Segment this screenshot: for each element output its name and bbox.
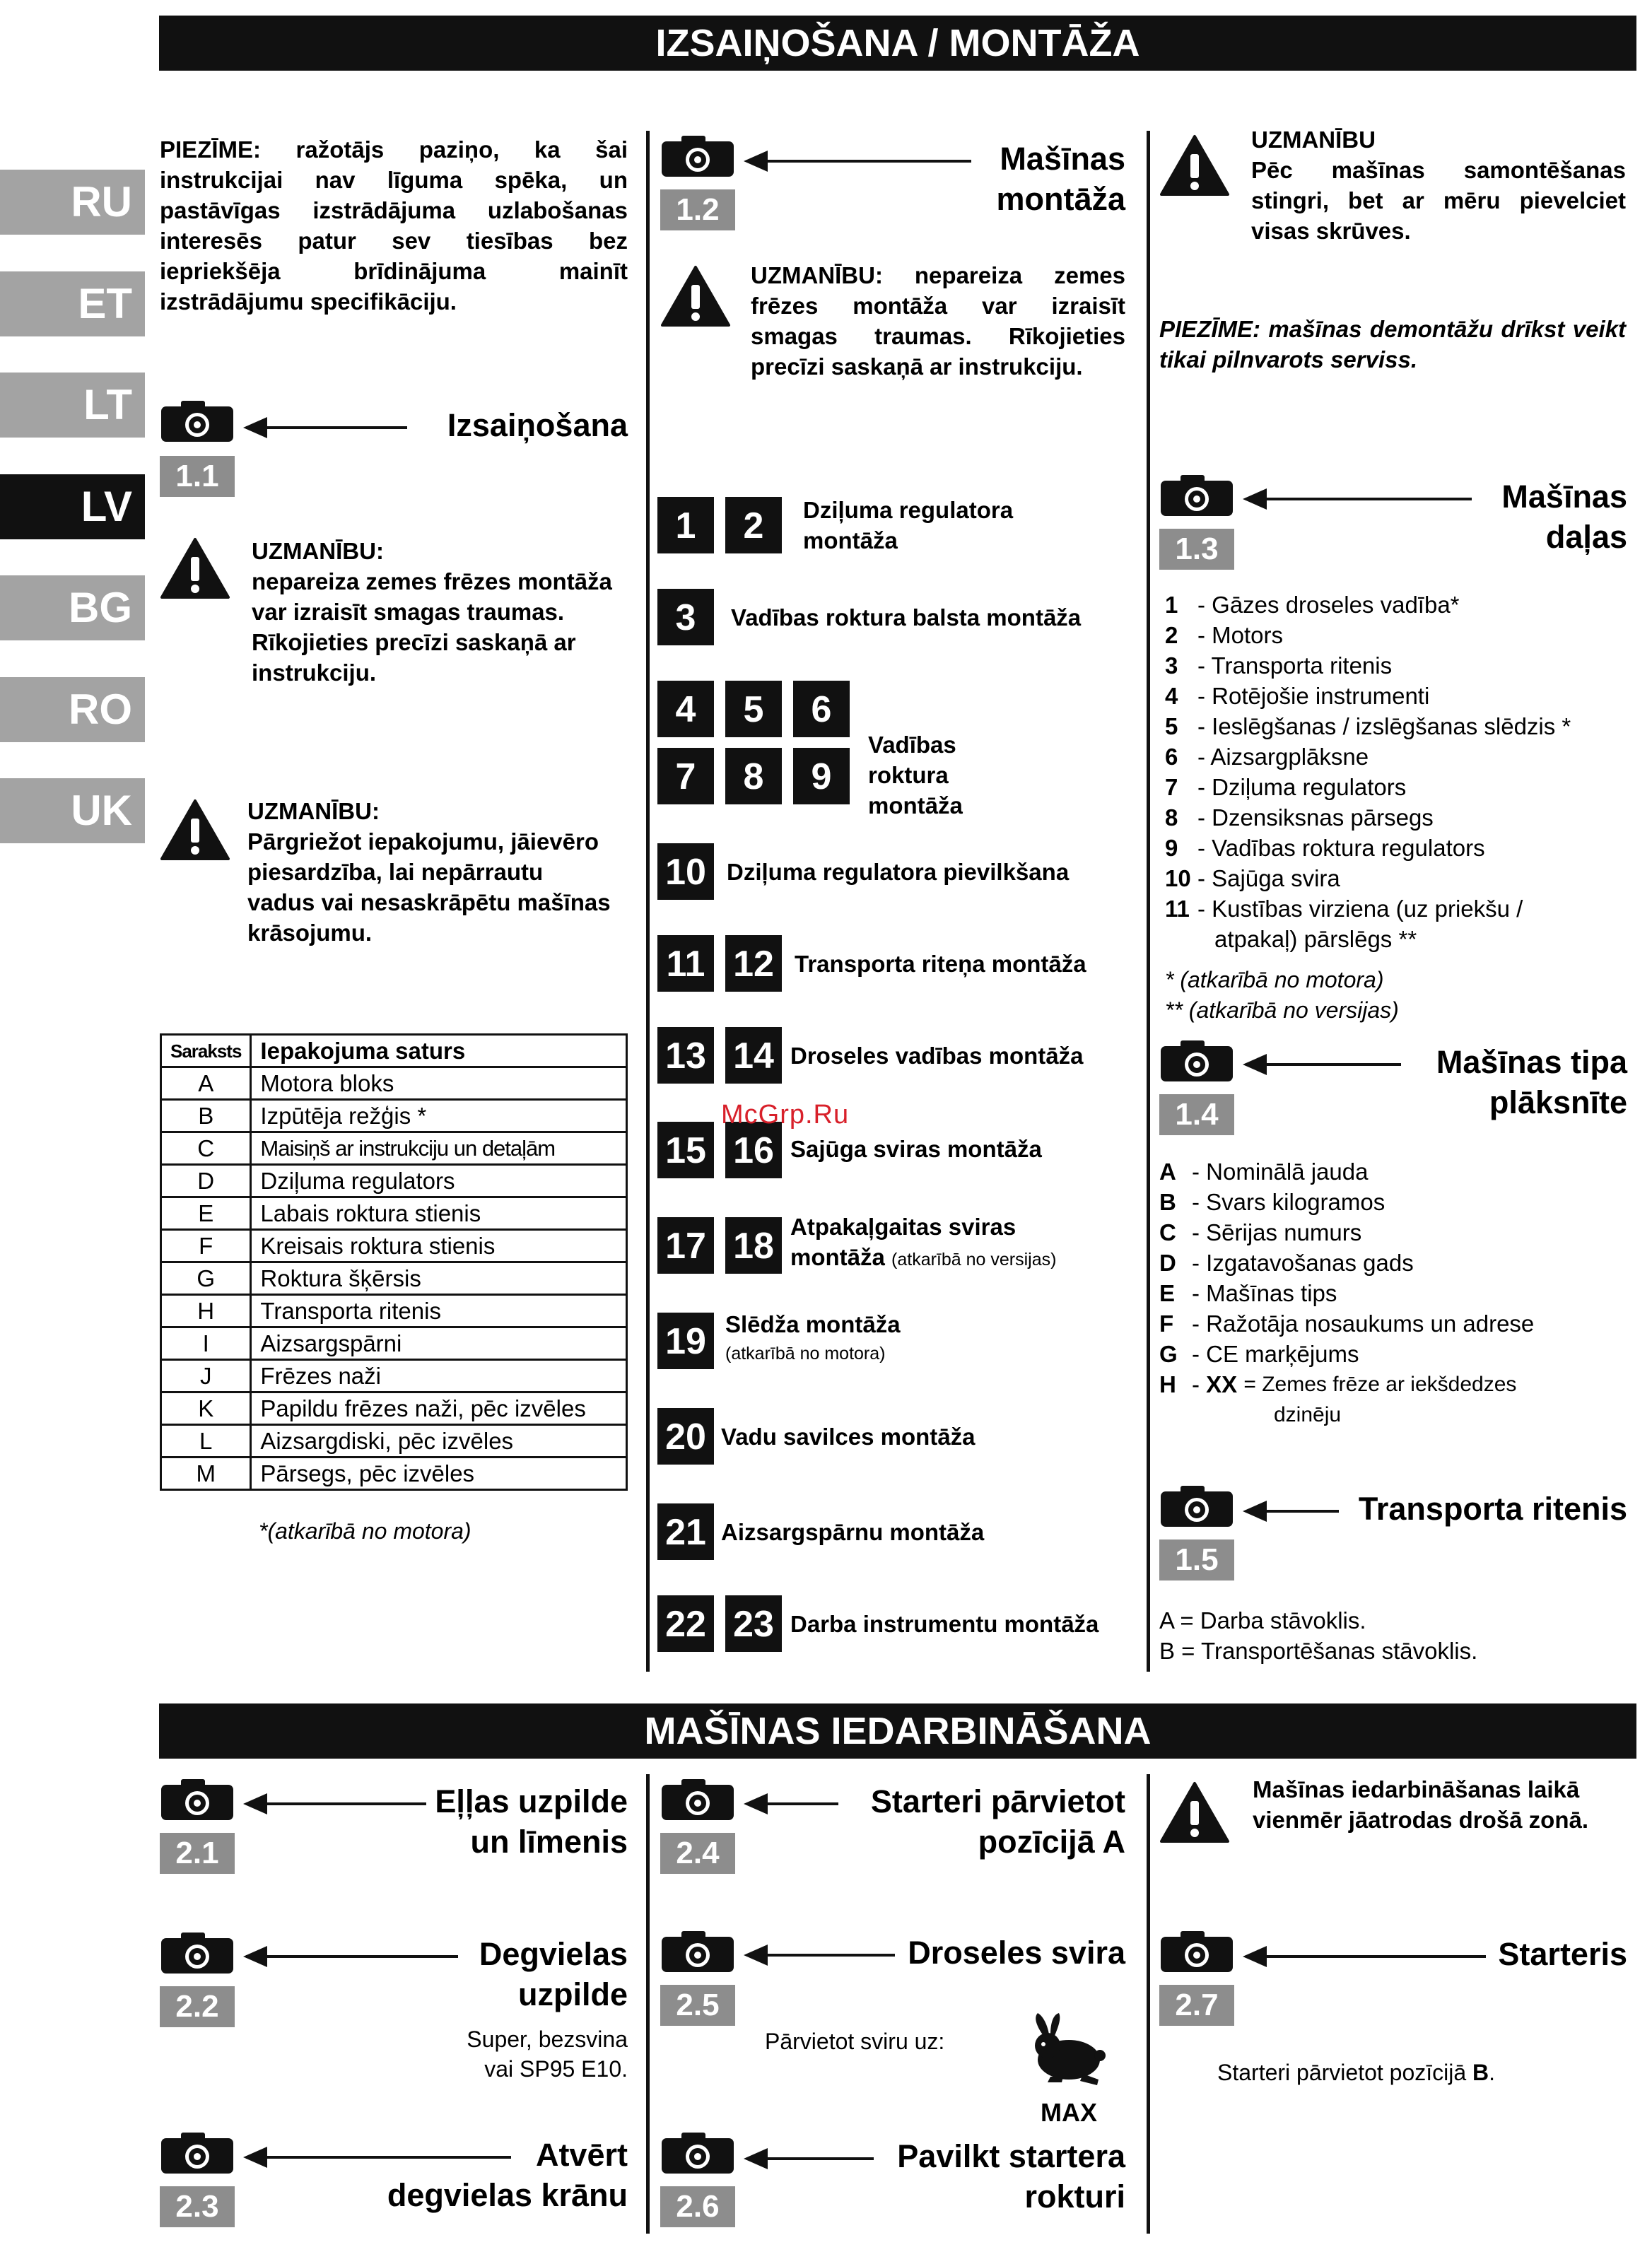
list-item [1165, 620, 1632, 650]
warning-title: UZMANĪBU [1251, 127, 1376, 153]
list-item-key: G [1159, 1341, 1178, 1367]
table-cell: E [161, 1197, 251, 1230]
arrow-left-icon [1246, 1063, 1401, 1066]
step-label-note: (atkarībā no motora) [725, 1344, 886, 1363]
step-title-pull-starter: Pavilkt startera [897, 2138, 1125, 2174]
list-item [1159, 1308, 1626, 1339]
figure-ref-2-7: 2.7 [1159, 1985, 1234, 2026]
section-banner-assembly: IZSAIŅOŠANA / MONTĀŽA [159, 16, 1636, 71]
list-item-text: - Dziļuma regulators [1197, 774, 1407, 800]
step-label: Vadības roktura balsta montāža [731, 604, 1082, 631]
column-divider [1147, 131, 1150, 1672]
list-item [1165, 590, 1632, 620]
list-item-text: - Gāzes droseles vadība* [1197, 592, 1460, 618]
step-number: 4 [657, 681, 714, 737]
rabbit-icon [1026, 2012, 1110, 2087]
list-item-key: 1 [1165, 592, 1178, 618]
table-cell: L [161, 1425, 251, 1458]
language-tab-lv[interactable]: LV [0, 474, 145, 539]
table-row [161, 1295, 627, 1327]
arrow-left-icon [246, 1955, 458, 1958]
section-title-assembly: Mašīnas [1000, 141, 1125, 177]
step-number: 22 [657, 1595, 714, 1652]
fuel-type: Super, bezsvina [467, 2027, 628, 2052]
table-row [161, 1230, 627, 1262]
list-item-key: A [1159, 1159, 1176, 1185]
step-title-starter-a: pozīcijā A [978, 1824, 1125, 1860]
step-label: Slēdža montāža [725, 1311, 901, 1337]
type-plate-list [1159, 1156, 1626, 1430]
list-item-text: - Vadības roktura regulators [1197, 835, 1485, 861]
manufacturer-note: PIEZĪME: ražotājs paziņo, ka šai instrukcijai nav līguma spēka, un pastāvīgas izstrādājuma uzlabošanas interesēs patur sev tiesības bez iepriekšēja brīdinājuma mainīt izstrādājumu specifikāciju. [160, 136, 628, 315]
list-item [1159, 1248, 1626, 1278]
parts-list [1165, 590, 1632, 954]
warning-icon [160, 799, 230, 861]
arrow-left-icon [1246, 1510, 1339, 1513]
starter-position-b: B [1472, 2060, 1489, 2085]
warning-title: UZMANĪBU: [252, 538, 384, 564]
table-row [161, 1458, 627, 1490]
arrow-left-icon [746, 1954, 895, 1957]
table-cell: G [161, 1262, 251, 1295]
list-item [1159, 1217, 1626, 1248]
list-item-text: - Aizsargplāksne [1197, 744, 1369, 770]
camera-icon [160, 1778, 235, 1822]
fuel-type: vai SP95 E10. [484, 2056, 628, 2082]
section-title-type-plate: plāksnīte [1489, 1084, 1627, 1120]
table-cell: I [161, 1327, 251, 1360]
arrow-left-icon [246, 426, 407, 429]
list-item-xx: XX [1206, 1371, 1238, 1397]
table-cell: A [161, 1067, 251, 1100]
column-divider [646, 131, 650, 1672]
step-title-starter-a: Starteri pārvietot [870, 1783, 1125, 1819]
step-number: 9 [793, 748, 850, 804]
table-cell: Aizsargdiski, pēc izvēles [251, 1425, 627, 1458]
figure-ref-2-6: 2.6 [660, 2186, 735, 2227]
camera-icon [660, 134, 735, 178]
step-title-oil: Eļļas uzpilde [435, 1783, 628, 1819]
list-item-text: - Izgatavošanas gads [1192, 1250, 1414, 1276]
list-item-text: - Svars kilogramos [1192, 1189, 1386, 1215]
list-item-text: - Kustības virziena (uz priekšu / [1197, 896, 1523, 922]
list-item-text: - Mašīnas tips [1192, 1280, 1337, 1306]
figure-ref-2-1: 2.1 [160, 1833, 235, 1874]
list-item [1165, 924, 1632, 954]
list-item-key: 8 [1165, 804, 1178, 831]
camera-icon [160, 1931, 235, 1975]
camera-icon [160, 2131, 235, 2175]
step-title-fuel: uzpilde [518, 1976, 628, 2012]
table-row [161, 1392, 627, 1425]
table-row [161, 1165, 627, 1197]
language-tab-et[interactable]: ET [0, 271, 145, 336]
list-item-key: H [1159, 1371, 1176, 1397]
step-title-fuel-tap: degvielas krānu [387, 2177, 628, 2213]
list-item [1165, 833, 1632, 863]
figure-ref-1-1: 1.1 [160, 456, 235, 497]
table-cell: Roktura šķērsis [251, 1262, 627, 1295]
list-item [1159, 1339, 1626, 1369]
table-row [161, 1327, 627, 1360]
list-item-key: 3 [1165, 652, 1178, 679]
list-item-text: - Transporta ritenis [1197, 652, 1393, 679]
warning-text: Pārgriežot iepakojumu, jāievēro piesardzība, lai nepārrautu vadus vai nesaskrāpētu mašīnas krāsojumu. [247, 828, 611, 946]
table-cell: C [161, 1132, 251, 1165]
step-number: 2 [725, 497, 782, 553]
section-banner-start: MAŠĪNAS IEDARBINĀŠANA [159, 1703, 1636, 1759]
step-number: 1 [657, 497, 714, 553]
arrow-left-icon [746, 2157, 874, 2160]
starter-instruction-text: Starteri pārvietot pozīcijā [1217, 2060, 1467, 2085]
list-item-key: B [1159, 1189, 1176, 1215]
figure-ref-2-4: 2.4 [660, 1833, 735, 1874]
list-item-key: 2 [1165, 622, 1178, 648]
list-item [1165, 863, 1632, 893]
step-number: 3 [657, 589, 714, 645]
step-label: Atpakaļgaitas sviras [790, 1214, 1017, 1240]
package-contents-table [160, 1033, 628, 1491]
step-number: 23 [725, 1595, 782, 1652]
arrow-left-icon [1246, 498, 1472, 500]
language-tab-bg[interactable]: BG [0, 575, 145, 640]
list-item [1165, 772, 1632, 802]
table-footnote: *(atkarībā no motora) [259, 1518, 471, 1544]
list-item [1165, 711, 1632, 741]
table-row [161, 1262, 627, 1295]
table-cell: Kreisais roktura stienis [251, 1230, 627, 1262]
throttle-max: MAX [1041, 2098, 1097, 2127]
arrow-left-icon [746, 1802, 838, 1805]
table-row [161, 1067, 627, 1100]
column-divider [646, 1774, 650, 2234]
warning-text: nepareiza zemes frēzes montāža var izraisīt smagas traumas. Rīkojieties precīzi saskaņā ar instrukciju. [252, 568, 612, 686]
wheel-position-b: B = Transportēšanas stāvoklis. [1159, 1638, 1478, 1664]
throttle-instruction: Pārvietot sviru uz: [765, 2029, 945, 2054]
step-number: 13 [657, 1027, 714, 1084]
step-number: 12 [725, 935, 782, 992]
step-title-oil: un līmenis [470, 1824, 628, 1860]
language-tab-ru[interactable]: RU [0, 170, 145, 235]
figure-ref-1-3: 1.3 [1159, 529, 1234, 570]
table-cell: Maisiņš ar instrukciju un detaļām [251, 1132, 627, 1165]
step-number: 21 [657, 1503, 714, 1560]
table-cell: H [161, 1295, 251, 1327]
list-item-text: = Zemes frēze ar iekšdedzes [1243, 1373, 1517, 1396]
list-item-text: - CE marķējums [1192, 1341, 1359, 1367]
list-item-key: C [1159, 1219, 1176, 1245]
parts-footnote: ** (atkarībā no versijas) [1165, 997, 1399, 1023]
list-item [1165, 893, 1632, 924]
camera-icon [1159, 474, 1234, 517]
warning-icon [1159, 1781, 1230, 1843]
figure-ref-2-3: 2.3 [160, 2186, 235, 2227]
list-item-text: - Rotējošie instrumenti [1197, 683, 1430, 709]
step-number: 6 [793, 681, 850, 737]
step-number: 11 [657, 935, 714, 992]
section-title-parts: Mašīnas [1501, 479, 1627, 515]
camera-icon [1159, 1039, 1234, 1083]
step-label: Vadu savilces montāža [721, 1424, 976, 1450]
list-item [1165, 741, 1632, 772]
table-row [161, 1132, 627, 1165]
step-number: 14 [725, 1027, 782, 1084]
step-label: Darba instrumentu montāža [790, 1611, 1099, 1637]
table-cell: Transporta ritenis [251, 1295, 627, 1327]
figure-ref-2-5: 2.5 [660, 1985, 735, 2026]
step-label [790, 1242, 1130, 1275]
list-item-text: atpakaļ) pārslēgs ** [1214, 926, 1417, 952]
step-number: 17 [657, 1217, 714, 1274]
list-item-dash: - [1192, 1371, 1200, 1397]
table-cell: J [161, 1360, 251, 1392]
list-item [1159, 1278, 1626, 1308]
list-item-key: 6 [1165, 744, 1178, 770]
camera-icon [1159, 1930, 1234, 1974]
step-number: 18 [725, 1217, 782, 1274]
table-header-cell: Iepakojuma saturs [251, 1035, 627, 1067]
list-item-key: E [1159, 1280, 1176, 1306]
warning-icon [1159, 134, 1230, 197]
table-cell: Labais roktura stienis [251, 1197, 627, 1230]
figure-ref-2-2: 2.2 [160, 1986, 235, 2027]
safety-warning: Mašīnas iedarbināšanas laikā vienmēr jāatrodas drošā zonā. [1253, 1776, 1589, 1833]
list-item [1159, 1156, 1626, 1187]
step-label: Aizsargspārnu montāža [721, 1519, 985, 1545]
camera-icon [660, 1778, 735, 1822]
list-item-key: 4 [1165, 683, 1178, 709]
step-number: 15 [657, 1122, 714, 1178]
table-cell: Izpūtēja režģis * [251, 1100, 627, 1132]
step-label-text: montāža [790, 1244, 885, 1270]
list-item [1165, 681, 1632, 711]
table-row [161, 1425, 627, 1458]
list-item [1159, 1369, 1626, 1400]
step-label: Dziļuma regulatora montāža [803, 497, 1014, 553]
step-title-throttle: Droseles svira [908, 1935, 1125, 1971]
disassembly-note: PIEZĪME: mašīnas demontāžu drīkst veikt tikai pilnvarots serviss. [1159, 316, 1626, 373]
step-title-starter: Starteris [1498, 1936, 1627, 1972]
list-item-text: - Dzensiksnas pārsegs [1197, 804, 1434, 831]
list-item [1165, 802, 1632, 833]
parts-footnote: * (atkarībā no motora) [1165, 967, 1384, 992]
list-item-key: F [1159, 1310, 1174, 1337]
list-item-text: - Sajūga svira [1197, 865, 1340, 891]
figure-ref-1-4: 1.4 [1159, 1094, 1234, 1135]
arrow-left-icon [246, 1802, 426, 1805]
list-item-key: 7 [1165, 774, 1178, 800]
list-item [1165, 650, 1632, 681]
table-cell: Motora bloks [251, 1067, 627, 1100]
watermark: McGrp.Ru [721, 1100, 850, 1130]
arrow-left-icon [746, 160, 971, 163]
list-item-key: D [1159, 1250, 1176, 1276]
table-cell: Papildu frēzes naži, pēc izvēles [251, 1392, 627, 1425]
step-number: 16 [725, 1122, 782, 1178]
warning-text: UZMANĪBU: nepareiza zemes frēzes montāža var izraisīt smagas traumas. Rīkojieties precīzi saskaņā ar instrukciju. [751, 262, 1125, 380]
table-row [161, 1100, 627, 1132]
section-title-parts: daļas [1545, 519, 1627, 555]
step-label: Droseles vadības montāža [790, 1043, 1084, 1069]
table-header-cell: Saraksts [161, 1035, 251, 1067]
step-number: 20 [657, 1408, 714, 1465]
list-item-key: 5 [1165, 713, 1178, 739]
table-header-row [161, 1035, 627, 1067]
column-divider [1147, 1774, 1150, 2234]
step-label: Sajūga sviras montāža [790, 1136, 1042, 1162]
section-title-unpacking: Izsaiņošana [447, 407, 628, 443]
warning-text: Pēc mašīnas samontēšanas stingri, bet ar mēru pievelciet visas skrūves. [1251, 157, 1626, 244]
table-row [161, 1360, 627, 1392]
camera-icon [160, 399, 235, 443]
step-label-note: (atkarībā no versijas) [891, 1250, 1057, 1269]
step-title-pull-starter: rokturi [1024, 2178, 1125, 2215]
list-item-text: - Ieslēgšanas / izslēgšanas slēdzis * [1197, 713, 1571, 739]
warning-title: UZMANĪBU: [247, 798, 380, 824]
table-cell: K [161, 1392, 251, 1425]
list-item-key: 11 [1165, 896, 1190, 922]
step-label: Transporta riteņa montāža [795, 951, 1086, 977]
table-cell: Pārsegs, pēc izvēles [251, 1458, 627, 1490]
step-number: 8 [725, 748, 782, 804]
step-label: Vadības roktura montāža [868, 732, 963, 819]
list-item-key: 10 [1165, 865, 1191, 891]
camera-icon [660, 2131, 735, 2175]
list-item-text: - Sērijas numurs [1192, 1219, 1362, 1245]
table-cell: Dziļuma regulators [251, 1165, 627, 1197]
language-tab-lt[interactable]: LT [0, 373, 145, 438]
section-title-transport-wheel: Transporta ritenis [1358, 1491, 1627, 1527]
warning-icon [660, 265, 731, 327]
arrow-left-icon [1246, 1955, 1486, 1958]
step-number: 19 [657, 1313, 714, 1369]
figure-ref-1-2: 1.2 [660, 189, 735, 230]
section-title-type-plate: Mašīnas tipa [1436, 1044, 1627, 1080]
figure-ref-1-5: 1.5 [1159, 1540, 1234, 1580]
list-item [1159, 1400, 1626, 1430]
list-item-key: 9 [1165, 835, 1178, 861]
step-number: 10 [657, 843, 714, 900]
table-cell: D [161, 1165, 251, 1197]
wheel-position-a: A = Darba stāvoklis. [1159, 1607, 1366, 1634]
starter-instruction: Starteri pārvietot pozīcijā B. [1217, 2060, 1496, 2085]
step-label: Dziļuma regulatora pievilkšana [727, 859, 1070, 885]
table-row [161, 1197, 627, 1230]
table-cell: F [161, 1230, 251, 1262]
warning-icon [160, 537, 230, 599]
list-item-text: - Nominālā jauda [1192, 1159, 1369, 1185]
list-item-text: dzinēju [1274, 1403, 1342, 1426]
section-title-assembly: montāža [996, 181, 1125, 217]
camera-icon [1159, 1484, 1234, 1528]
camera-icon [660, 1930, 735, 1974]
table-cell: M [161, 1458, 251, 1490]
table-cell: Frēzes naži [251, 1360, 627, 1392]
list-item-text: - Motors [1197, 622, 1284, 648]
list-item [1159, 1187, 1626, 1217]
language-tab-ro[interactable]: RO [0, 677, 145, 742]
table-cell: B [161, 1100, 251, 1132]
step-number: 5 [725, 681, 782, 737]
step-title-fuel: Degvielas [479, 1936, 628, 1972]
list-item-text: - Ražotāja nosaukums un adrese [1192, 1310, 1535, 1337]
step-title-fuel-tap: Atvērt [535, 2137, 628, 2173]
table-cell: Aizsargspārni [251, 1327, 627, 1360]
step-number: 7 [657, 748, 714, 804]
language-tab-uk[interactable]: UK [0, 778, 145, 843]
